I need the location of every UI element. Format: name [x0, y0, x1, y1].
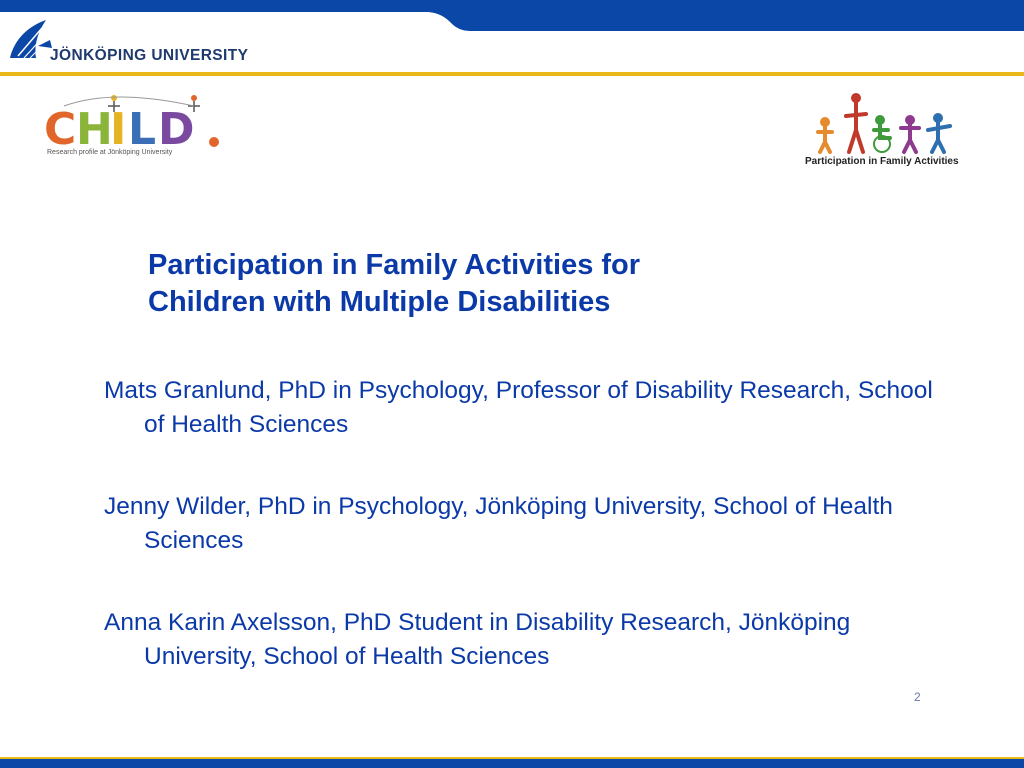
child-letter-l: L: [128, 104, 157, 155]
slide-title-line-2: Children with Multiple Disabilities: [148, 286, 611, 318]
author-entry: Mats Granlund, PhD in Psychology, Professor of Disability Research, School of Health Sciences: [104, 377, 933, 438]
author-list: [104, 374, 934, 722]
slide-title: [148, 247, 788, 321]
footer-band: [0, 757, 1024, 768]
university-emblem-icon: [10, 20, 52, 58]
child-letter-d: D: [158, 104, 195, 155]
author-entry: Anna Karin Axelsson, PhD Student in Disability Research, Jönköping University, School of Health Sciences: [104, 609, 851, 670]
child-tagline: Research profile at Jönköping University: [47, 149, 173, 156]
university-name: JÖNKÖPING UNIVERSITY: [50, 47, 249, 64]
child-letter-h: H: [76, 104, 113, 155]
child-letter-c: C: [44, 104, 77, 155]
pfa-caption: Participation in Family Activities: [805, 156, 959, 167]
family-figures-icon: [818, 93, 950, 152]
ball-icon: [209, 137, 219, 147]
slide-title-line-1: Participation in Family Activities for: [148, 249, 641, 281]
footer-blue-stripe: [0, 759, 1024, 768]
child-letter-i: I: [110, 104, 127, 155]
page-number: 2: [914, 690, 921, 704]
author-entry: Jenny Wilder, PhD in Psychology, Jönköping University, School of Health Sciences: [104, 493, 893, 554]
